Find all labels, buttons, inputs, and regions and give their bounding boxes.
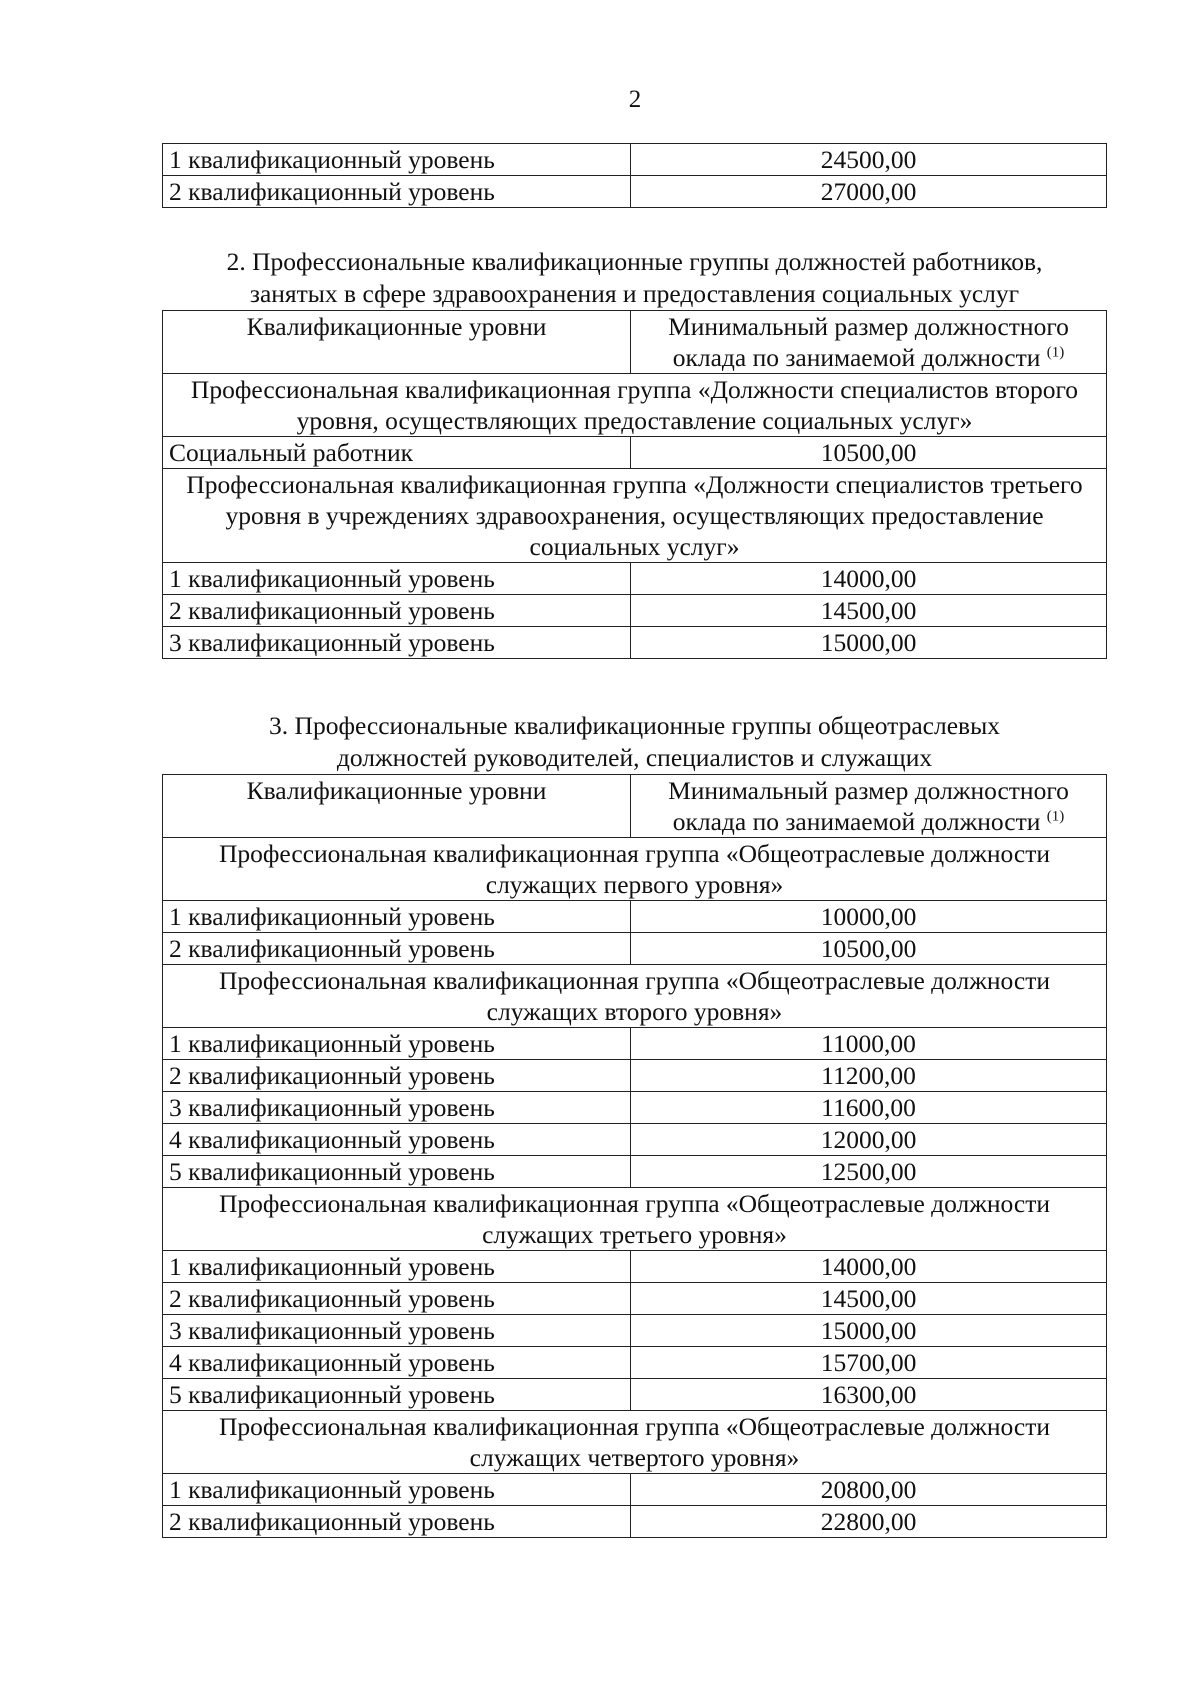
- group-title-row: [163, 965, 1107, 1028]
- header-col-salary: Минимальный размер должностного оклада по занимаемой должности $^{(1)}$: [631, 311, 1107, 374]
- level-cell: 2 квалификационный уровень: [163, 176, 631, 208]
- level-cell: 5 квалификационный уровень: [163, 1379, 631, 1411]
- table-header-row: [163, 775, 1107, 838]
- level-cell: 1 квалификационный уровень: [163, 1028, 631, 1060]
- salary-cell: 14000,00: [631, 1251, 1107, 1283]
- section-3-table: [162, 774, 1107, 1538]
- table-row: [163, 437, 1107, 469]
- salary-cell: 22800,00: [631, 1506, 1107, 1538]
- top-table: [162, 143, 1107, 208]
- section-2-table: [162, 310, 1107, 659]
- salary-cell: 11000,00: [631, 1028, 1107, 1060]
- salary-cell: 20800,00: [631, 1474, 1107, 1506]
- section-3-title-line-1: 3. Профессиональные квалификационные группы общеотраслевых: [269, 711, 1000, 740]
- table-row: [163, 1251, 1107, 1283]
- table-row: [163, 1124, 1107, 1156]
- level-cell: 4 квалификационный уровень: [163, 1347, 631, 1379]
- salary-cell: 14500,00: [631, 1283, 1107, 1315]
- salary-cell: 10500,00: [631, 437, 1107, 469]
- salary-cell: 14500,00: [631, 595, 1107, 627]
- table-row: [163, 1379, 1107, 1411]
- table-row: [163, 176, 1107, 208]
- table-row: [163, 144, 1107, 176]
- level-cell: 1 квалификационный уровень: [163, 1474, 631, 1506]
- group-title: Профессиональная квалификационная группа «Должности специалистов второго уровня, осуществляющих предоставление социальных услуг»: [163, 374, 1107, 437]
- level-cell: 2 квалификационный уровень: [163, 595, 631, 627]
- salary-cell: 14000,00: [631, 563, 1107, 595]
- section-2: [162, 246, 1107, 659]
- group-title: Профессиональная квалификационная группа «Общеотраслевые должности служащих второго уровня»: [163, 965, 1107, 1028]
- table-header-row: [163, 311, 1107, 374]
- header-col-levels: Квалификационные уровни: [163, 775, 631, 838]
- header-col-salary: Минимальный размер должностного оклада по занимаемой должности $^{(1)}$: [631, 775, 1107, 838]
- table-row: [163, 901, 1107, 933]
- salary-cell: 12000,00: [631, 1124, 1107, 1156]
- group-title-row: [163, 838, 1107, 901]
- page-number: 2: [628, 86, 642, 113]
- table-row: [163, 1283, 1107, 1315]
- group-title: Профессиональная квалификационная группа «Должности специалистов третьего уровня в учреждениях здравоохранения, осуществляющих предоставление социальных услуг»: [163, 469, 1107, 563]
- table-row: [163, 1474, 1107, 1506]
- table-row: [163, 595, 1107, 627]
- group-title: Профессиональная квалификационная группа «Общеотраслевые должности служащих четвертого уровня»: [163, 1411, 1107, 1474]
- table-row: [163, 1060, 1107, 1092]
- level-cell: 3 квалификационный уровень: [163, 627, 631, 659]
- level-cell: 4 квалификационный уровень: [163, 1124, 631, 1156]
- group-title: Профессиональная квалификационная группа «Общеотраслевые должности служащих первого уровня»: [163, 838, 1107, 901]
- footnote-mark: (1): [1046, 808, 1065, 825]
- group-title-row: [163, 1411, 1107, 1474]
- header-col-levels: Квалификационные уровни: [163, 311, 631, 374]
- section-3-title-line-2: должностей руководителей, специалистов и служащих: [336, 743, 933, 772]
- salary-cell: 12500,00: [631, 1156, 1107, 1188]
- table-row: [163, 627, 1107, 659]
- group-title-row: [163, 374, 1107, 437]
- level-cell: 2 квалификационный уровень: [163, 1506, 631, 1538]
- footnote-mark: (1): [1046, 344, 1065, 361]
- salary-cell: 15000,00: [631, 1315, 1107, 1347]
- level-cell: 1 квалификационный уровень: [163, 901, 631, 933]
- level-cell: 3 квалификационный уровень: [163, 1315, 631, 1347]
- level-cell: 1 квалификационный уровень: [163, 563, 631, 595]
- salary-cell: 15700,00: [631, 1347, 1107, 1379]
- table-row: [163, 1347, 1107, 1379]
- table-row: [163, 563, 1107, 595]
- salary-cell: 15000,00: [631, 627, 1107, 659]
- salary-cell: 10500,00: [631, 933, 1107, 965]
- level-cell: 3 квалификационный уровень: [163, 1092, 631, 1124]
- top-table-block: [162, 143, 1107, 208]
- section-3-title: [162, 710, 1107, 774]
- table-row: [163, 1028, 1107, 1060]
- section-2-title-line-1: 2. Профессиональные квалификационные группы должностей работников,: [226, 247, 1043, 276]
- salary-cell: 16300,00: [631, 1379, 1107, 1411]
- table-row: [163, 1156, 1107, 1188]
- salary-cell: 11200,00: [631, 1060, 1107, 1092]
- group-title-row: [163, 1188, 1107, 1251]
- level-cell: 2 квалификационный уровень: [163, 1060, 631, 1092]
- level-cell: 1 квалификационный уровень: [163, 144, 631, 176]
- table-row: [163, 1315, 1107, 1347]
- salary-cell: 27000,00: [631, 176, 1107, 208]
- group-title: Профессиональная квалификационная группа «Общеотраслевые должности служащих третьего уровня»: [163, 1188, 1107, 1251]
- section-3: [162, 710, 1107, 1538]
- section-2-title: [162, 246, 1107, 310]
- table-row: [163, 1506, 1107, 1538]
- salary-cell: 10000,00: [631, 901, 1107, 933]
- section-2-title-line-2: занятых в сфере здравоохранения и предоставления социальных услуг: [249, 279, 1020, 308]
- salary-cell: 24500,00: [631, 144, 1107, 176]
- level-cell: Социальный работник: [163, 437, 631, 469]
- salary-cell: 11600,00: [631, 1092, 1107, 1124]
- table-row: [163, 1092, 1107, 1124]
- group-title-row: [163, 469, 1107, 563]
- table-row: [163, 933, 1107, 965]
- level-cell: 2 квалификационный уровень: [163, 933, 631, 965]
- level-cell: 2 квалификационный уровень: [163, 1283, 631, 1315]
- level-cell: 1 квалификационный уровень: [163, 1251, 631, 1283]
- level-cell: 5 квалификационный уровень: [163, 1156, 631, 1188]
